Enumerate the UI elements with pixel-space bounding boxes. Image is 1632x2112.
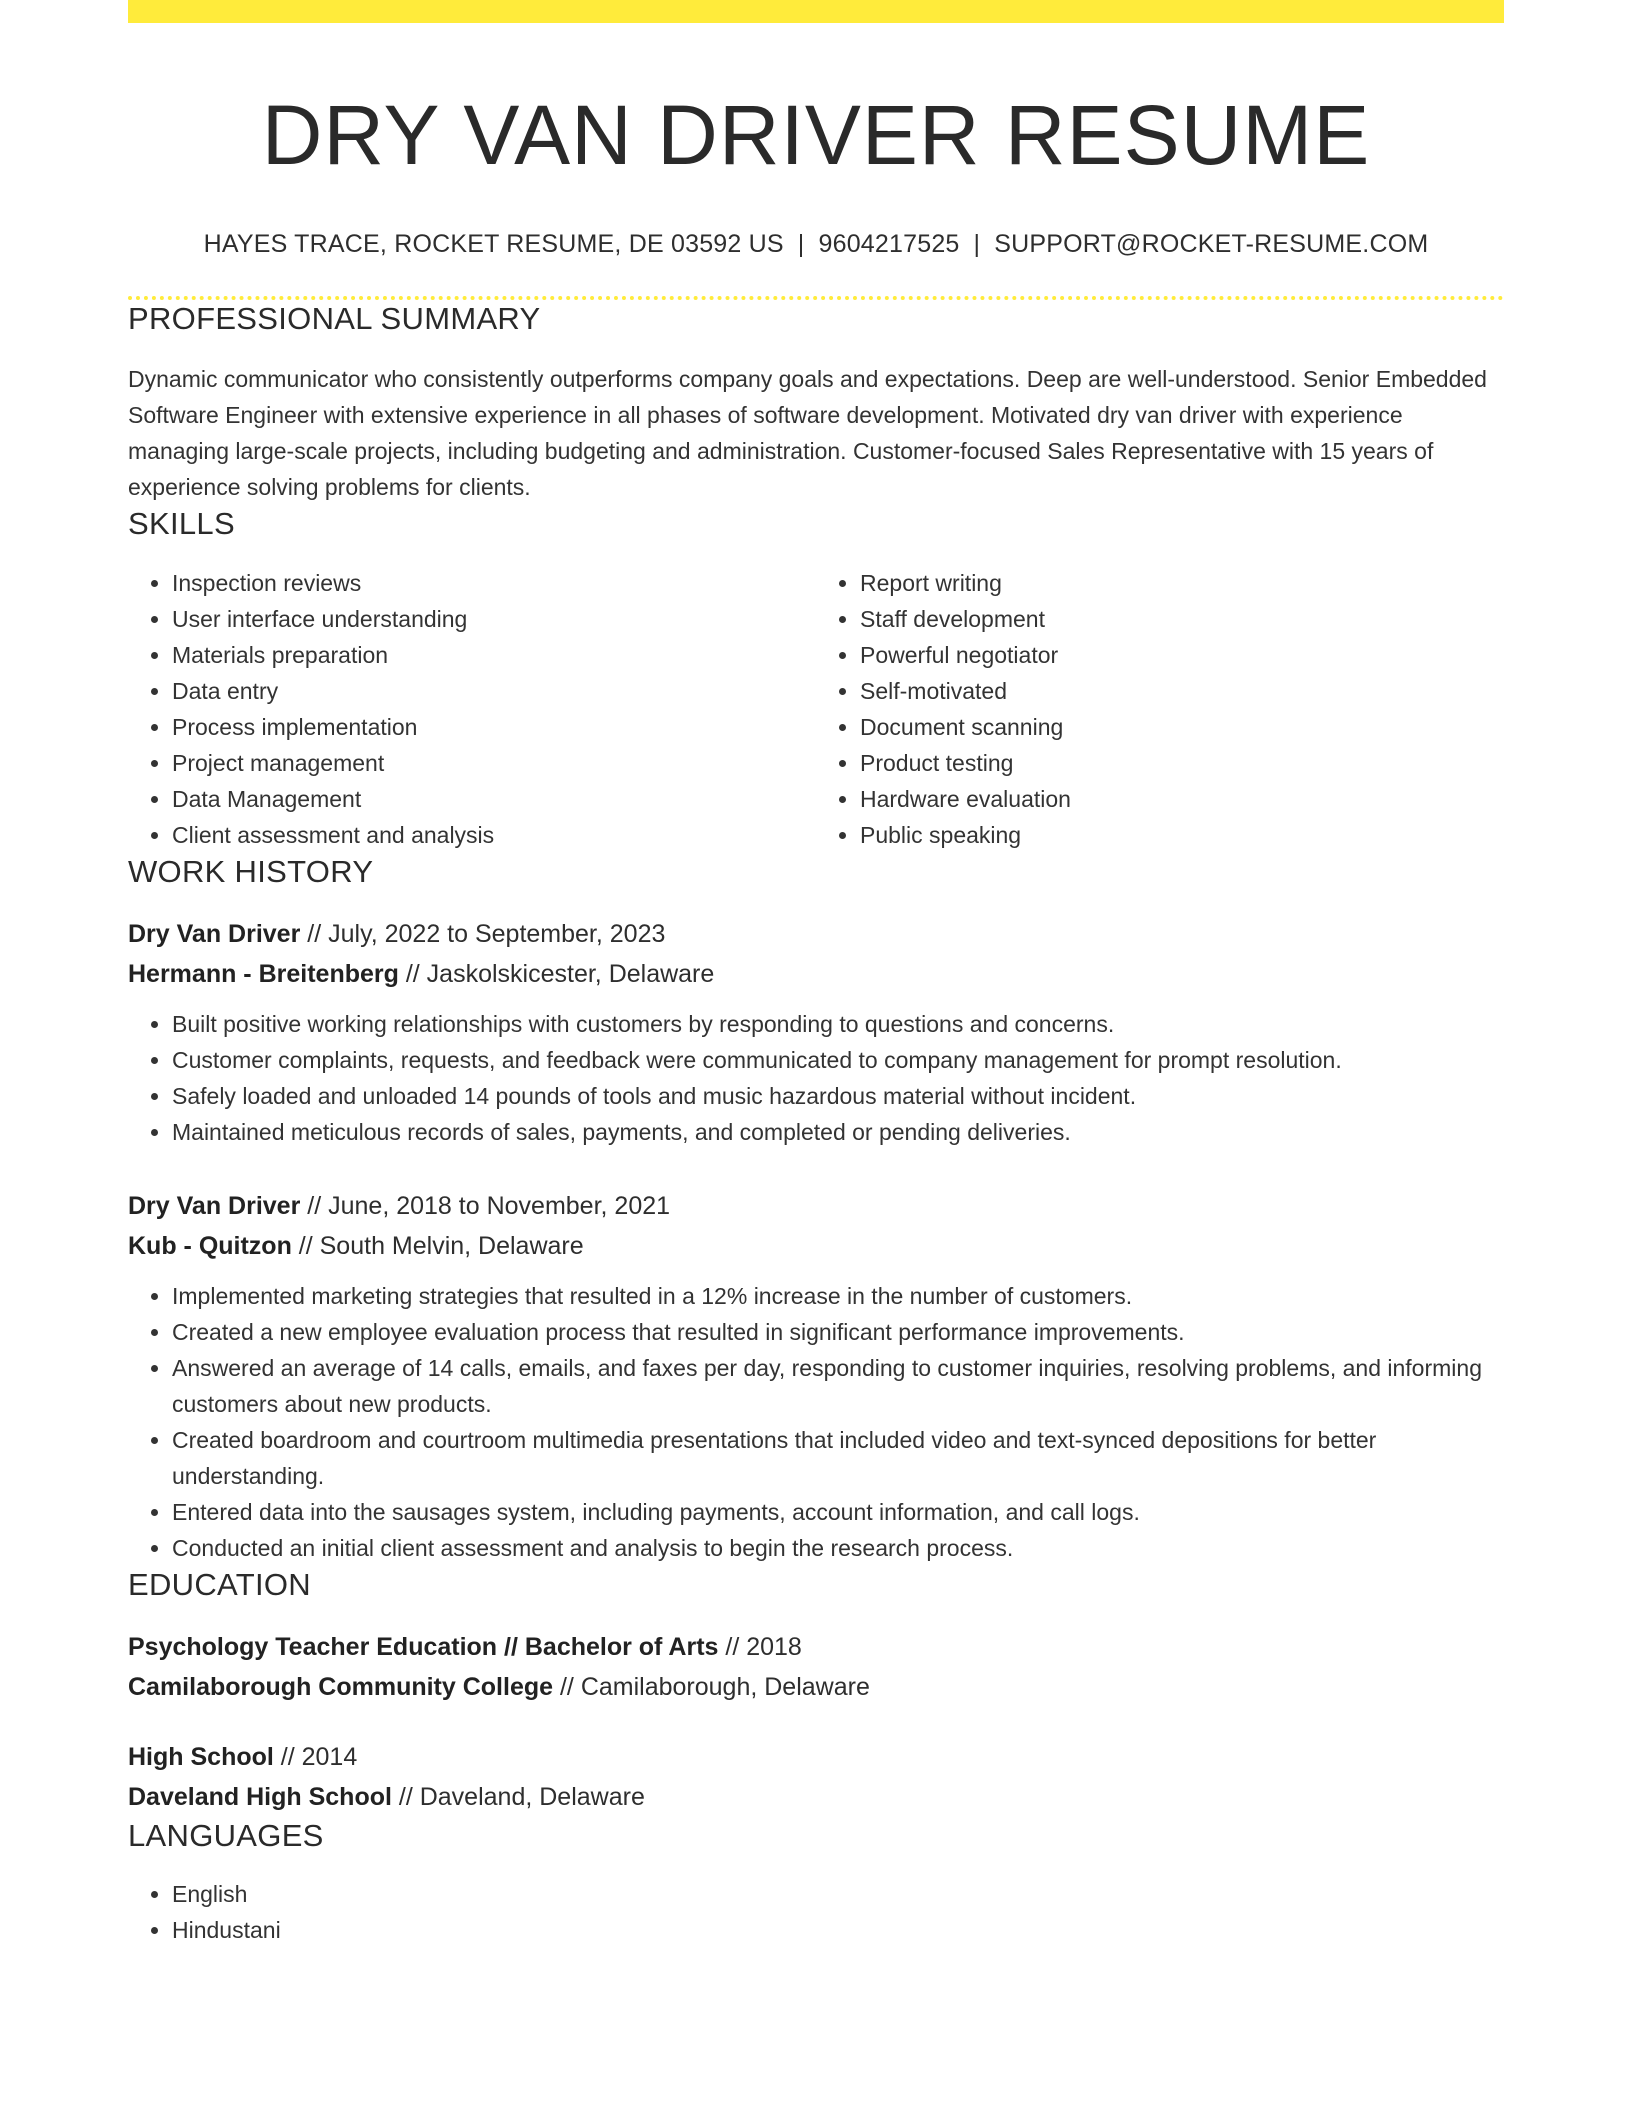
- skill-item: • Staff development: [860, 601, 1504, 637]
- education-degree-line: [128, 1737, 1504, 1777]
- job-bullet: • Safely loaded and unloaded 14 pounds of tools and music hazardous material without incident.: [172, 1078, 1504, 1114]
- summary-text: Dynamic communicator who consistently outperforms company goals and expectations. Deep are well-understood. Senior Embedded Software Engineer with extensive experience in all phases of software development. Motivated dry van driver with experience managing large-scale projects, including budgeting and administration. Customer-focused Sales Representative with 15 years of experience solving problems for clients.: [128, 366, 1487, 501]
- education-entry: [128, 1737, 1504, 1817]
- skills-columns: [128, 565, 1504, 853]
- job-bullet: • Maintained meticulous records of sales, payments, and completed or pending deliveries.: [172, 1114, 1504, 1150]
- skill-item: • Inspection reviews: [172, 565, 816, 601]
- job-company: Kub - Quitzon: [128, 1231, 292, 1260]
- education-heading: EDUCATION: [128, 1566, 311, 1602]
- contact-line: [128, 228, 1504, 261]
- education-school-line: [128, 1667, 1504, 1707]
- contact-address: HAYES TRACE, ROCKET RESUME, DE 03592 US: [203, 229, 784, 258]
- skill-item: • Self-motivated: [860, 673, 1504, 709]
- job-dates: // June, 2018 to November, 2021: [307, 1191, 671, 1220]
- contact-separator: |: [797, 229, 805, 258]
- skill-item: • Project management: [172, 745, 816, 781]
- job-entry: [128, 914, 1504, 1150]
- job-company-line: [128, 1226, 1504, 1266]
- skill-item: • Process implementation: [172, 709, 816, 745]
- job-title-line: [128, 914, 1504, 954]
- contact-separator: |: [973, 229, 981, 258]
- education-year: // 2018: [725, 1633, 802, 1662]
- job-bullet: • Customer complaints, requests, and feedback were communicated to company management for prompt resolution.: [172, 1042, 1504, 1078]
- job-location: // South Melvin, Delaware: [298, 1231, 584, 1260]
- education-degree: High School: [128, 1743, 274, 1772]
- resume-title: DRY VAN DRIVER RESUME: [261, 88, 1371, 182]
- language-item: • English: [172, 1876, 1504, 1912]
- skills-left-list: [128, 565, 816, 853]
- resume-page: [128, 0, 1504, 1948]
- job-entry: [128, 1186, 1504, 1566]
- job-location: // Jaskolskicester, Delaware: [405, 959, 715, 988]
- skill-item: • Powerful negotiator: [860, 637, 1504, 673]
- contact-phone: 9604217525: [818, 229, 960, 258]
- skill-item: • Data Management: [172, 781, 816, 817]
- top-accent-bar: [128, 0, 1504, 23]
- education-degree: Psychology Teacher Education // Bachelor of Arts: [128, 1633, 719, 1662]
- job-bullet: • Created boardroom and courtroom multimedia presentations that included video and text-synced depositions for better understanding.: [172, 1422, 1504, 1494]
- languages-list: [128, 1876, 1504, 1948]
- language-item: • Hindustani: [172, 1912, 1504, 1948]
- work-history-heading: WORK HISTORY: [128, 853, 374, 889]
- job-title: Dry Van Driver: [128, 919, 301, 948]
- education-degree-line: [128, 1627, 1504, 1667]
- education-school: Daveland High School: [128, 1783, 392, 1812]
- skill-item: • Data entry: [172, 673, 816, 709]
- job-bullet: • Answered an average of 14 calls, emails, and faxes per day, responding to customer inquiries, resolving problems, and informing customers about new products.: [172, 1350, 1504, 1422]
- job-company: Hermann - Breitenberg: [128, 959, 399, 988]
- skills-right-list: [816, 565, 1504, 853]
- education-school: Camilaborough Community College: [128, 1673, 554, 1702]
- job-bullet: • Conducted an initial client assessment and analysis to begin the research process.: [172, 1530, 1504, 1566]
- skills-heading: SKILLS: [128, 506, 235, 542]
- contact-email: SUPPORT@ROCKET-RESUME.COM: [994, 229, 1429, 258]
- skill-item: • Hardware evaluation: [860, 781, 1504, 817]
- job-company-line: [128, 954, 1504, 994]
- summary-heading: PROFESSIONAL SUMMARY: [128, 301, 541, 337]
- job-title: Dry Van Driver: [128, 1191, 301, 1220]
- skill-item: • User interface understanding: [172, 601, 816, 637]
- job-title-line: [128, 1186, 1504, 1226]
- education-entry: [128, 1627, 1504, 1707]
- education-year: // 2014: [280, 1743, 358, 1772]
- job-bullets: [128, 1278, 1504, 1566]
- skill-item: • Report writing: [860, 565, 1504, 601]
- skill-item: • Public speaking: [860, 817, 1504, 853]
- skill-item: • Materials preparation: [172, 637, 816, 673]
- education-location: // Camilaborough, Delaware: [559, 1673, 870, 1702]
- job-dates: // July, 2022 to September, 2023: [307, 919, 666, 948]
- job-bullet: • Built positive working relationships with customers by responding to questions and concerns.: [172, 1006, 1504, 1042]
- job-bullet: • Created a new employee evaluation process that resulted in significant performance improvements.: [172, 1314, 1504, 1350]
- education-school-line: [128, 1777, 1504, 1817]
- languages-heading: LANGUAGES: [128, 1818, 324, 1854]
- job-bullet: • Entered data into the sausages system, including payments, account information, and call logs.: [172, 1494, 1504, 1530]
- skill-item: • Product testing: [860, 745, 1504, 781]
- job-bullets: [128, 1006, 1504, 1150]
- education-location: // Daveland, Delaware: [398, 1783, 645, 1812]
- skill-item: • Client assessment and analysis: [172, 817, 816, 853]
- skill-item: • Document scanning: [860, 709, 1504, 745]
- job-bullet: • Implemented marketing strategies that resulted in a 12% increase in the number of customers.: [172, 1278, 1504, 1314]
